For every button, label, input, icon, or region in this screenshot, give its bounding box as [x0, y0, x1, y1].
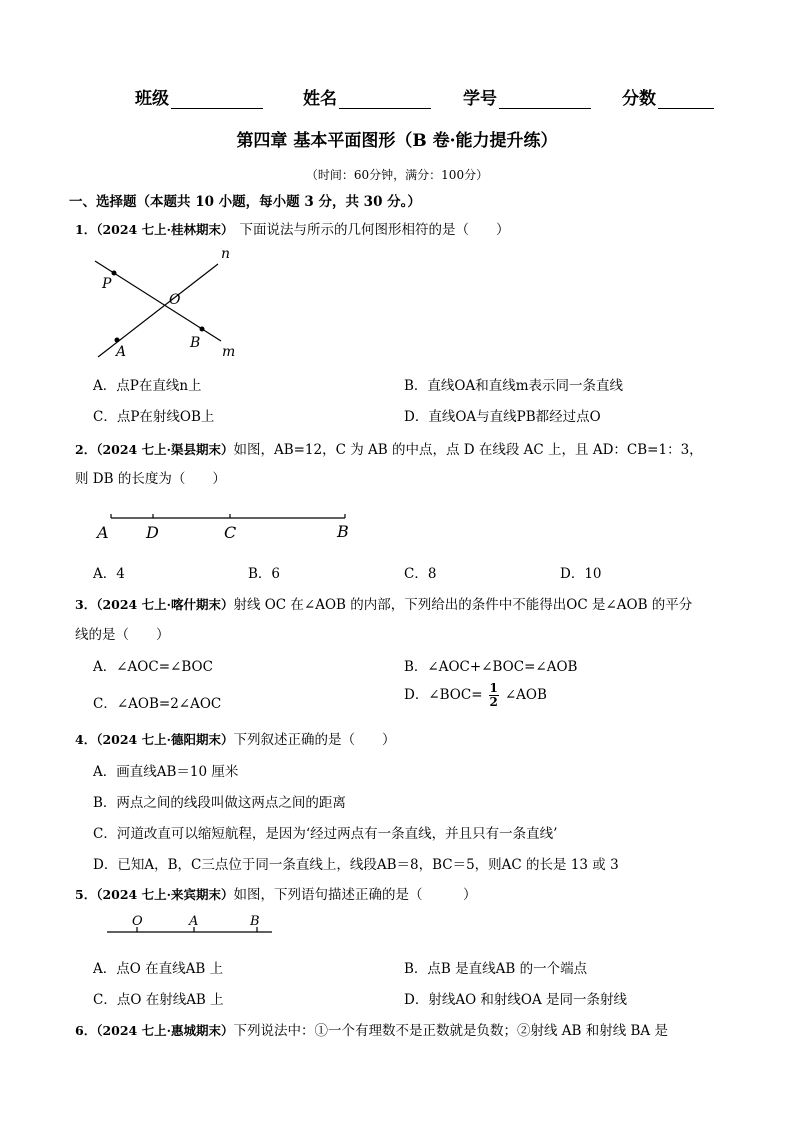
question-5-figure [100, 910, 280, 940]
question-1-option-b[interactable]: B．直线OA和直线m表示同一条直线 [404, 378, 624, 394]
label-a: A [116, 344, 127, 360]
question-source: （2024 七上·惠城期末） [96, 1023, 234, 1038]
label-b: B [250, 914, 260, 929]
question-source: （2024 七上·桂林期末） [96, 222, 234, 237]
question-5-stem [75, 883, 476, 903]
question-4-option-d[interactable]: D．已知A，B，C三点位于同一条直线上，线段AB＝8，BC＝5，则AC 的长是 13 或 3 [93, 857, 619, 873]
point-p [112, 271, 117, 276]
question-2-option-d[interactable]: D．10 [560, 566, 602, 582]
page-subtitle: （时间：60分钟，满分：100分） [305, 168, 489, 182]
question-source: （2024 七上·来宾期末） [96, 887, 234, 902]
question-text: 如图，AB=12，C 为 AB 的中点，点 D 在线段 AC 上，且 AD：CB=1：3， [233, 442, 703, 458]
question-text: 射线 OC 在∠AOB 的内部，下列给出的条件中不能得出OC 是∠AOB 的平分 [233, 597, 693, 613]
question-6-stem [75, 1019, 668, 1039]
question-3-option-a[interactable]: A．∠AOC=∠BOC [93, 659, 213, 675]
name-field [303, 84, 431, 109]
question-2-option-b[interactable]: B．6 [248, 566, 281, 582]
class-field [135, 84, 263, 109]
question-source: （2024 七上·渠县期末） [96, 442, 234, 457]
question-number: 3． [75, 597, 97, 612]
label-o: O [169, 292, 181, 308]
question-2-stem-cont: 则 DB 的长度为（ ） [75, 471, 226, 487]
page-title: 第四章 基本平面图形（B 卷·能力提升练） [236, 131, 558, 151]
question-1-option-a[interactable]: A．点P在直线n上 [93, 378, 202, 394]
label-d: D [146, 523, 159, 542]
label-c: C [224, 523, 237, 542]
point-a [115, 338, 120, 343]
class-blank[interactable] [171, 90, 263, 109]
option-d-label: D．∠BOC= [404, 687, 483, 703]
score-blank[interactable] [658, 90, 714, 109]
question-3-option-c[interactable]: C．∠AOB=2∠AOC [93, 696, 222, 712]
question-source: （2024 七上·德阳期末） [96, 732, 234, 747]
question-3-stem [75, 593, 692, 613]
name-blank[interactable] [339, 90, 431, 109]
question-1-figure [85, 240, 255, 365]
question-number: 2． [75, 442, 97, 457]
question-4-stem [75, 728, 395, 748]
section-heading: 一、选择题（本题共 10 小题，每小题 3 分，共 30 分。） [69, 194, 421, 210]
student-id-label: 学号 [463, 89, 497, 109]
label-o: O [132, 914, 143, 929]
question-1-option-c[interactable]: C．点P在射线OB上 [93, 409, 215, 425]
question-text: 如图，下列语句描述正确的是（ ） [233, 887, 477, 903]
fraction-one-half: $\frac{1}{2}$ [489, 681, 498, 709]
label-m: m [222, 344, 236, 360]
label-b: B [190, 335, 201, 351]
question-2-figure [92, 506, 362, 546]
point-b [200, 327, 205, 332]
name-label: 姓名 [303, 89, 337, 109]
question-number: 5． [75, 887, 97, 902]
label-b: B [337, 522, 349, 541]
question-text: 下列说法中：①一个有理数不是正数就是负数；②射线 AB 和射线 BA 是 [233, 1023, 668, 1039]
question-5-option-b[interactable]: B．点B 是直线AB 的一个端点 [404, 961, 588, 977]
score-field [622, 84, 714, 109]
score-label: 分数 [622, 89, 656, 109]
option-d-tail: ∠AOB [504, 687, 547, 703]
label-p: P [102, 276, 112, 292]
question-4-option-c[interactable]: C．河道改直可以缩短航程，是因为‘经过两点有一条直线，并且只有一条直线’ [93, 826, 558, 842]
question-2-stem [75, 438, 703, 458]
question-2-option-c[interactable]: C．8 [404, 566, 437, 582]
question-3-stem-cont: 线的是（ ） [75, 627, 170, 643]
class-label: 班级 [135, 89, 169, 109]
question-source: （2024 七上·喀什期末） [96, 597, 234, 612]
question-text: 下列叙述正确的是（ ） [233, 732, 396, 748]
question-1-stem [75, 218, 509, 238]
question-4-option-b[interactable]: B．两点之间的线段叫做这两点之间的距离 [93, 795, 346, 811]
question-number: 6． [75, 1023, 97, 1038]
question-5-option-c[interactable]: C．点O 在射线AB 上 [93, 992, 224, 1008]
label-a: A [189, 914, 199, 929]
student-id-field [463, 84, 591, 109]
student-id-blank[interactable] [499, 90, 591, 109]
question-5-option-d[interactable]: D．射线AO 和射线OA 是同一条射线 [404, 992, 628, 1008]
question-number: 4． [75, 732, 97, 747]
question-3-option-b[interactable]: B．∠AOC+∠BOC=∠AOB [404, 659, 578, 675]
question-text: 下面说法与所示的几何图形相符的是（ ） [239, 222, 510, 238]
question-3-option-d[interactable] [404, 682, 547, 709]
question-1-option-d[interactable]: D．直线OA与直线PB都经过点O [404, 409, 601, 425]
question-5-option-a[interactable]: A．点O 在直线AB 上 [93, 961, 224, 977]
question-2-option-a[interactable]: A．4 [93, 566, 125, 582]
label-n: n [221, 246, 231, 262]
question-number: 1． [75, 222, 97, 237]
label-a: A [97, 523, 109, 542]
question-4-option-a[interactable]: A．画直线AB＝10 厘米 [93, 764, 239, 780]
